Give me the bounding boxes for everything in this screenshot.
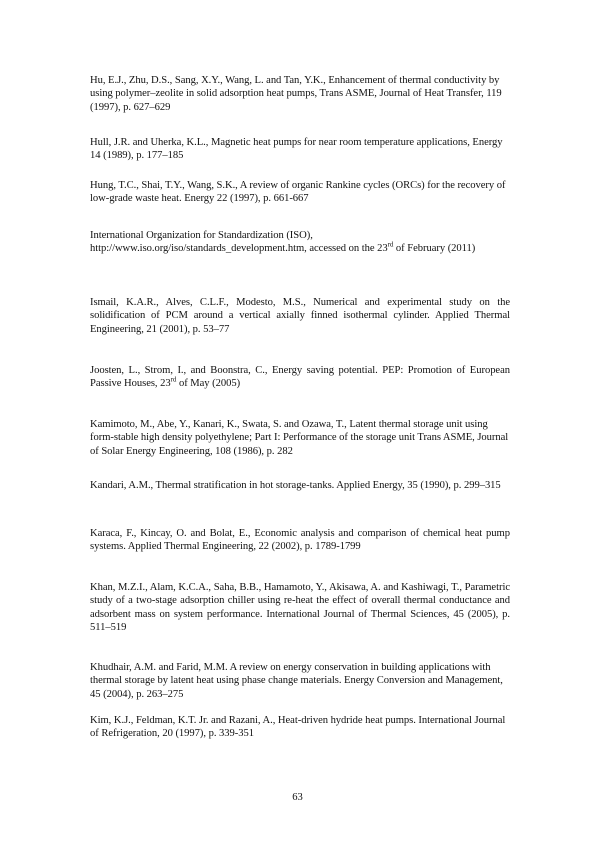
reference-entry-kim: Kim, K.J., Feldman, K.T. Jr. and Razani, A., Heat-driven hydride heat pumps. International Journal of Refrigeration, 20 (1997), p. 339-351 xyxy=(90,715,506,740)
reference-text: of May (2005) xyxy=(176,378,241,390)
reference-entry-khudhair: Khudhair, A.M. and Farid, M.M. A review on energy conservation in building applications with thermal storage by latent heat using phase change materials. Energy Conversion and Management, 45 (2004), p. 263–275 xyxy=(90,662,503,700)
reference-entry-kandari: Kandari, A.M., Thermal stratification in hot storage-tanks. Applied Energy, 35 (1990), p. 299–315 xyxy=(90,480,501,491)
reference-entry-iso xyxy=(90,229,510,256)
reference-entry-karaca: Karaca, F., Kincay, O. and Bolat, E., Economic analysis and comparison of chemical heat pump systems. Applied Thermal Engineering, 22 (2002), p. 1789-1799 xyxy=(90,528,510,553)
reference-entry-khan: Khan, M.Z.I., Alam, K.C.A., Saha, B.B., Hamamoto, Y., Akisawa, A. and Kashiwagi, T., Parametric study of a two-stage adsorption chiller using re-heat the effect of overall thermal conductance and adsorbent mass on system performance. International Journal of Thermal Sciences, 45 (2005), p. 511–519 xyxy=(90,582,510,633)
reference-entry-hull: Hull, J.R. and Uherka, K.L., Magnetic heat pumps for near room temperature applications, Energy 14 (1989), p. 177–185 xyxy=(90,137,503,162)
reference-entry-joosten xyxy=(90,364,510,391)
reference-text: International Organization for Standardization (ISO), http://www.iso.org/iso/standards_development.htm, accessed on the 23 xyxy=(90,230,388,255)
page-number: 63 xyxy=(292,792,303,803)
reference-entry-kamimoto: Kamimoto, M., Abe, Y., Kanari, K., Swata, S. and Ozawa, T., Latent thermal storage unit using form-stable high density polyethylene; Part I: Performance of the storage unit Trans ASME, Journal of Solar Energy Engineering, 108 (1986), p. 282 xyxy=(90,419,509,457)
reference-entry-hung: Hung, T.C., Shai, T.Y., Wang, S.K., A review of organic Rankine cycles (ORCs) for the recovery of low-grade waste heat. Energy 22 (1997), p. 661-667 xyxy=(90,180,506,205)
reference-text: Joosten, L., Strom, I., and Boonstra, C., Energy saving potential. PEP: Promotion of European Passive Houses, 23 xyxy=(90,365,510,390)
reference-entry-ismail: Ismail, K.A.R., Alves, C.L.F., Modesto, M.S., Numerical and experimental study on the solidification of PCM around a vertical axially finned isothermal cylinder. Applied Thermal Engineering, 21 (2001), p. 53–77 xyxy=(90,297,510,335)
ordinal-suffix: rd xyxy=(387,240,394,249)
reference-text: of February (2011) xyxy=(393,243,476,255)
ordinal-suffix: rd xyxy=(170,375,177,384)
reference-entry-hu: Hu, E.J., Zhu, D.S., Sang, X.Y., Wang, L. and Tan, Y.K., Enhancement of thermal conductivity by using polymer–zeolite in solid adsorption heat pumps, Trans ASME, Journal of Heat Transfer, 119 (1997), p. 627–629 xyxy=(90,75,502,113)
